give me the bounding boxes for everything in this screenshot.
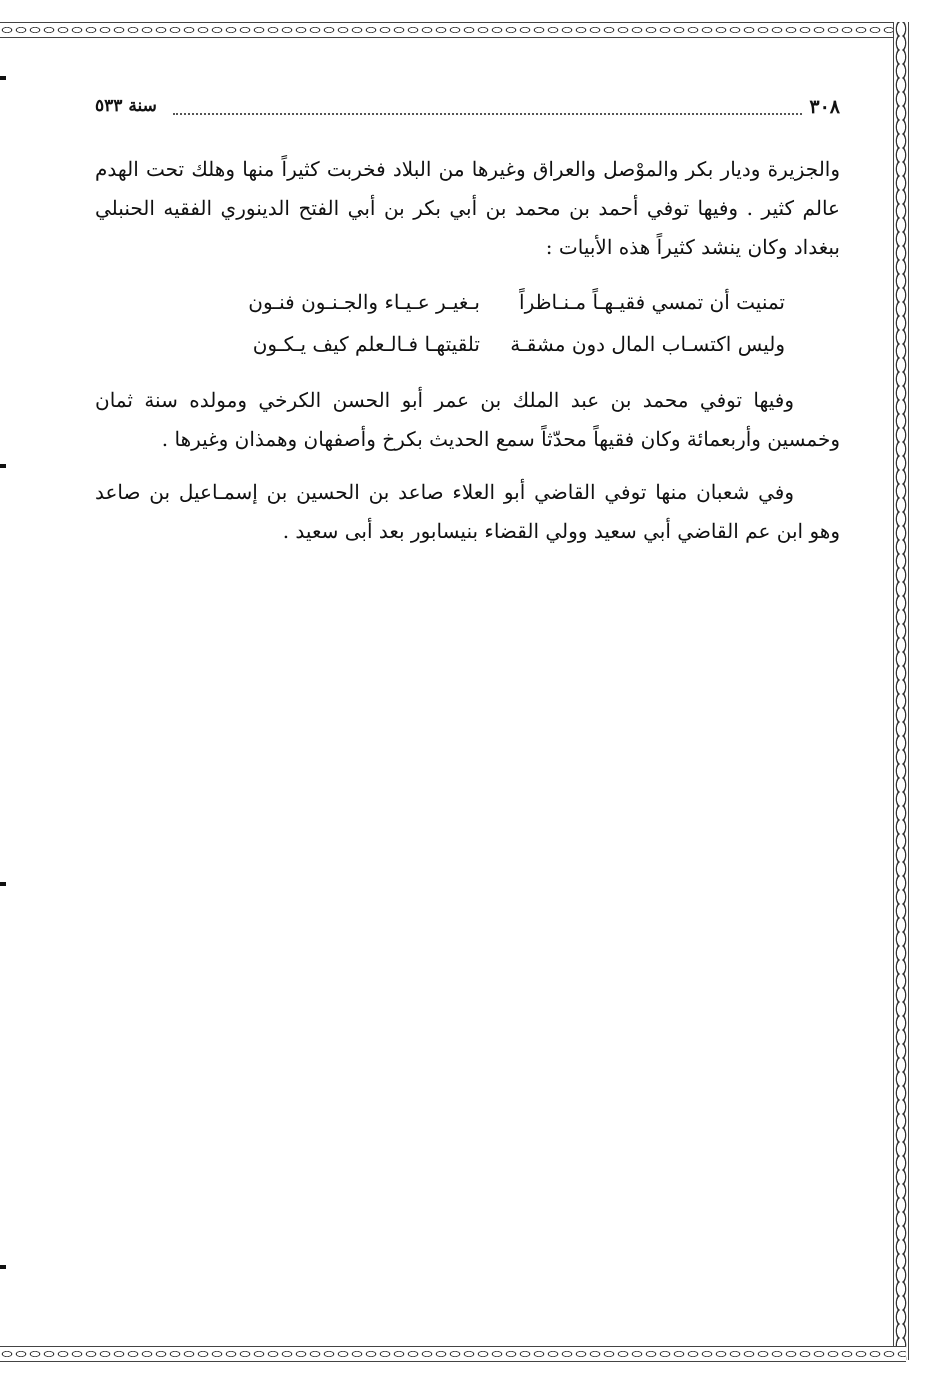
margin-mark [0,1265,6,1269]
poem [95,281,840,365]
header-dotted-leader [173,113,802,115]
verse-2-second-hemistich: تلقيتهـا فـالـعلم كيف يـكـون [252,331,480,356]
verse-2-first-hemistich: وليس اكتسـاب المال دون مشقـة [510,331,785,356]
poem-verse-2 [95,323,840,365]
margin-mark [0,882,6,886]
paragraph-3: وفي شعبان منها توفي القاضي أبو العلاء صاعد بن الحسين بن إسمـاعيل بن صاعد وهو ابن عم القاضي أبي سعيد وولي القضاء بنيسابور بعد أبى سعيد . [95,480,840,543]
ornamental-border-top [0,22,906,38]
paragraph-2: وفيها توفي محمد بن عبد الملك بن عمر أبو الحسن الكرخي ومولده سنة ثمان وخمسين وأربعمائة وكان فقيهاً محدّثاً سمع الحديث بكرخ وأصفهان وهمذان وغيرها . [95,388,840,451]
verse-1-second-hemistich: بـغيـر عـيـاء والجـنـون فنـون [248,289,480,314]
poem-verse-1 [95,281,840,323]
margin-mark [0,76,6,80]
margin-mark [0,464,6,468]
page-body [95,150,840,551]
verse-1-first-hemistich: تمنيت أن تمسي فقيـهـاً مـنـاظراً [519,289,785,314]
ornamental-border-bottom [0,1346,906,1362]
ornamental-border-right [893,22,909,1360]
running-header [95,96,840,122]
page-number: ٣٠٨ [809,96,840,118]
year-heading: سنة ٥٣٣ [95,96,157,116]
paragraph-1: والجزيرة وديار بكر والموْصل والعراق وغيرها من البلاد فخربت كثيراً منها وهلك تحت الهدم عالم كثير . وفيها توفي أحمد بن محمد بن أبي بكر بن أبي الفتح الدينوري الفقيه الحنبلي ببغداد وكان ينشد كثيراً هذه الأبيات : [95,157,840,259]
